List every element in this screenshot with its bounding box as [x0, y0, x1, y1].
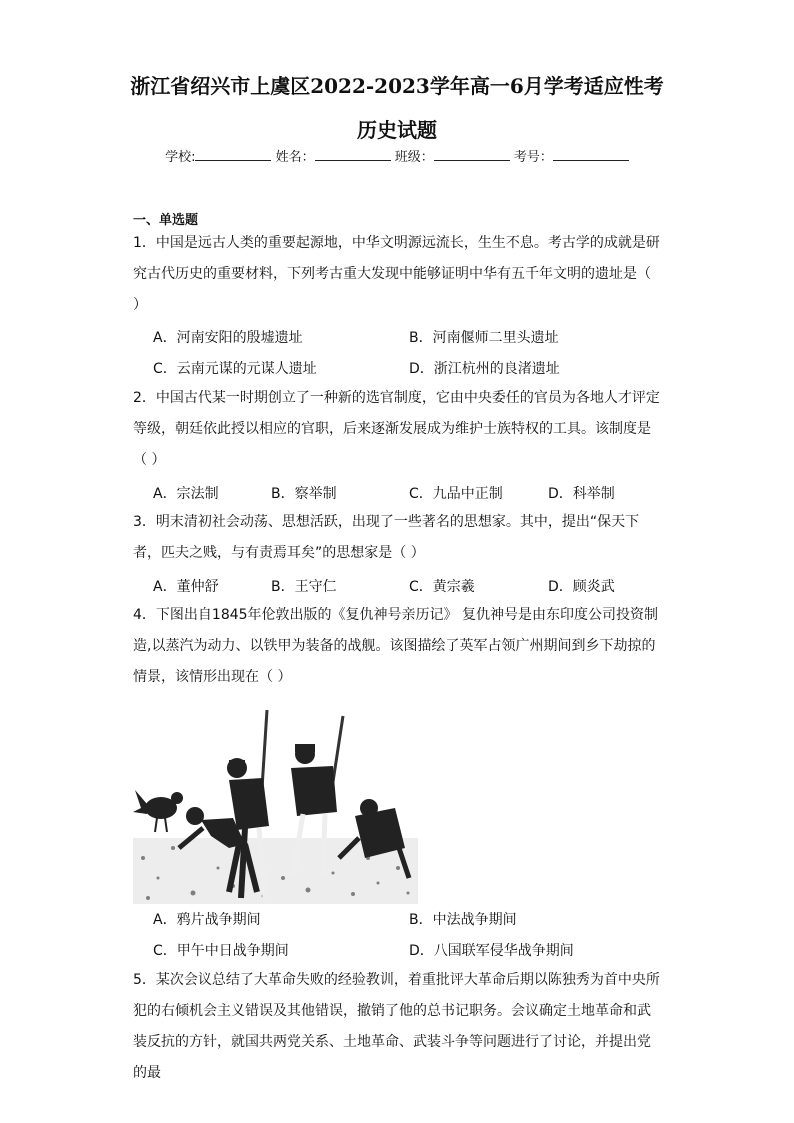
- q1-option-b[interactable]: B．河南偃师二里头遗址: [409, 330, 559, 346]
- name-blank[interactable]: [315, 148, 391, 161]
- q3-option-c[interactable]: C．黄宗羲: [409, 579, 475, 595]
- exam-title-line2: 历史试题: [357, 118, 437, 142]
- exam-title-line1: 浙江省绍兴市上虞区2022-2023学年高一6月学考适应性考: [130, 74, 664, 98]
- q4-option-c[interactable]: C．甲午中日战争期间: [153, 943, 289, 959]
- exam-number-blank[interactable]: [553, 148, 629, 161]
- name-label: 姓名：: [275, 150, 315, 165]
- q2-option-d[interactable]: D．科举制: [548, 486, 615, 502]
- question-3-stem: 3．明末清初社会动荡、思想活跃，出现了一些著名的思想家。其中，提出“保天下者，匹夫之贱，与有责焉耳矣”的思想家是（ ）: [133, 514, 640, 561]
- q4-option-a[interactable]: A．鸦片战争期间: [153, 912, 261, 928]
- question-5-stem: 5．某次会议总结了大革命失败的经验教训，着重批评大革命后期以陈独秀为首中央所犯的右倾机会主义错误及其他错误，撤销了他的总书记职务。会议确定土地革命和武装反抗的方针，就国共两党关系、土地革命、武装斗争等问题进行了讨论，并提出党的最: [133, 972, 660, 1081]
- q2-option-c[interactable]: C．九品中正制: [409, 486, 503, 502]
- q2-option-b[interactable]: B．察举制: [271, 486, 337, 502]
- q2-option-a[interactable]: A．宗法制: [153, 486, 219, 502]
- question-2-stem: 2．中国古代某一时期创立了一种新的选官制度，它由中央委任的官员为各地人才评定等级，朝廷依此授以相应的官职，后来逐渐发展成为维护士族特权的工具。该制度是（ ）: [133, 390, 660, 468]
- q3-option-a[interactable]: A．董仲舒: [153, 579, 219, 595]
- class-blank[interactable]: [434, 148, 510, 161]
- q1-option-c[interactable]: C．云南元谋的元谋人遗址: [153, 361, 317, 377]
- section-heading: 一、单选题: [133, 213, 199, 228]
- student-info-line: [0, 146, 794, 165]
- q3-option-b[interactable]: B．王守仁: [271, 579, 337, 595]
- q4-option-d[interactable]: D．八国联军侵华战争期间: [409, 943, 574, 959]
- exam-number-label: 考号：: [513, 150, 553, 165]
- question-1-stem: 1．中国是远古人类的重要起源地，中华文明源远流长，生生不息。考古学的成就是研究古代历史的重要材料，下列考古重大发现中能够证明中华有五千年文明的遗址是（ ）: [133, 235, 660, 313]
- class-label: 班级：: [394, 150, 434, 165]
- school-blank[interactable]: [195, 148, 271, 161]
- q1-option-a[interactable]: A．河南安阳的殷墟遗址: [153, 330, 303, 346]
- historical-illustration-figure: [133, 708, 418, 904]
- school-label: 学校:: [165, 150, 196, 165]
- q4-option-b[interactable]: B．中法战争期间: [409, 912, 517, 928]
- q1-option-d[interactable]: D．浙江杭州的良渚遗址: [409, 361, 560, 377]
- q3-option-d[interactable]: D．顾炎武: [548, 579, 615, 595]
- question-4-stem: 4．下图出自1845年伦敦出版的《复仇神号亲历记》 复仇神号是由东印度公司投资制造,以蒸汽为动力、以铁甲为装备的战舰。该图描绘了英军占领广州期间到乡下劫掠的情景，该情形出现在（ ）: [133, 607, 658, 685]
